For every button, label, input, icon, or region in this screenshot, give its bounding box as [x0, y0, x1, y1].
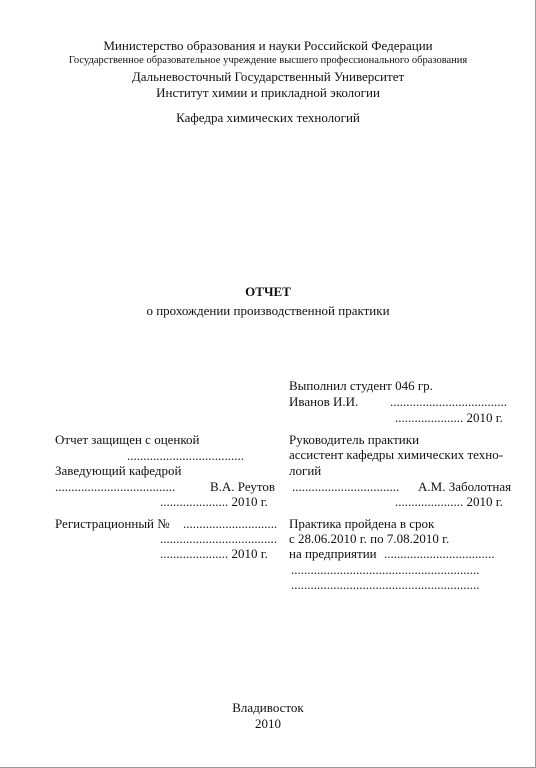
registration-label: Регистрационный № [55, 516, 170, 531]
student-name: Иванов И.И. [289, 394, 359, 409]
registration-line-2: .................................... [160, 531, 277, 546]
report-subtitle: о прохождении производственной практики [146, 303, 390, 318]
supervisor-label: Руководитель практики [289, 432, 420, 447]
university-line: Дальневосточный Государственный Университет [131, 69, 405, 84]
city: Владивосток [232, 700, 304, 715]
supervisor-date: ..................... 2010 г. [395, 494, 503, 509]
head-of-department-label: Заведующий кафедрой [55, 463, 182, 478]
supervisor-position-line1: ассистент кафедры химических техно- [289, 447, 504, 462]
year: 2010 [255, 716, 281, 731]
practice-dates: с 28.06.2010 г. по 7.08.2010 г. [289, 531, 450, 546]
report-title: ОТЧЕТ [245, 284, 291, 299]
enterprise-line-1: .................................. [384, 546, 495, 561]
student-date: ..................... 2010 г. [395, 410, 503, 425]
department-line: Кафедра химических технологий [176, 110, 360, 125]
practice-label: Практика пройдена в срок [289, 516, 435, 531]
head-name: В.А. Реутов [210, 479, 275, 494]
head-signature-line: ..................................... [55, 479, 176, 494]
head-date: ..................... 2010 г. [160, 494, 268, 509]
registration-date: ..................... 2010 г. [160, 546, 268, 561]
student-label: Выполнил студент 046 гр. [289, 378, 433, 393]
defended-label: Отчет защищен с оценкой [55, 432, 200, 447]
enterprise-label: на предприятии [289, 546, 377, 561]
supervisor-position-line2: логий [289, 463, 322, 478]
student-signature-line: .................................... [390, 394, 507, 409]
institution-type-line: Государственное образовательное учреждение высшего профессионального образования [68, 55, 468, 66]
enterprise-line-3: .......................................................... [291, 577, 480, 592]
enterprise-line-2: .......................................................... [291, 562, 480, 577]
ministry-line: Министерство образования и науки Российской Федерации [103, 38, 433, 53]
grade-line: .................................... [127, 448, 244, 463]
supervisor-signature-line: ................................. [292, 479, 400, 494]
supervisor-name: А.М. Заболотная [418, 479, 512, 494]
institute-line: Институт химии и прикладной экологии [156, 85, 380, 100]
registration-number-line: ............................. [183, 516, 278, 531]
